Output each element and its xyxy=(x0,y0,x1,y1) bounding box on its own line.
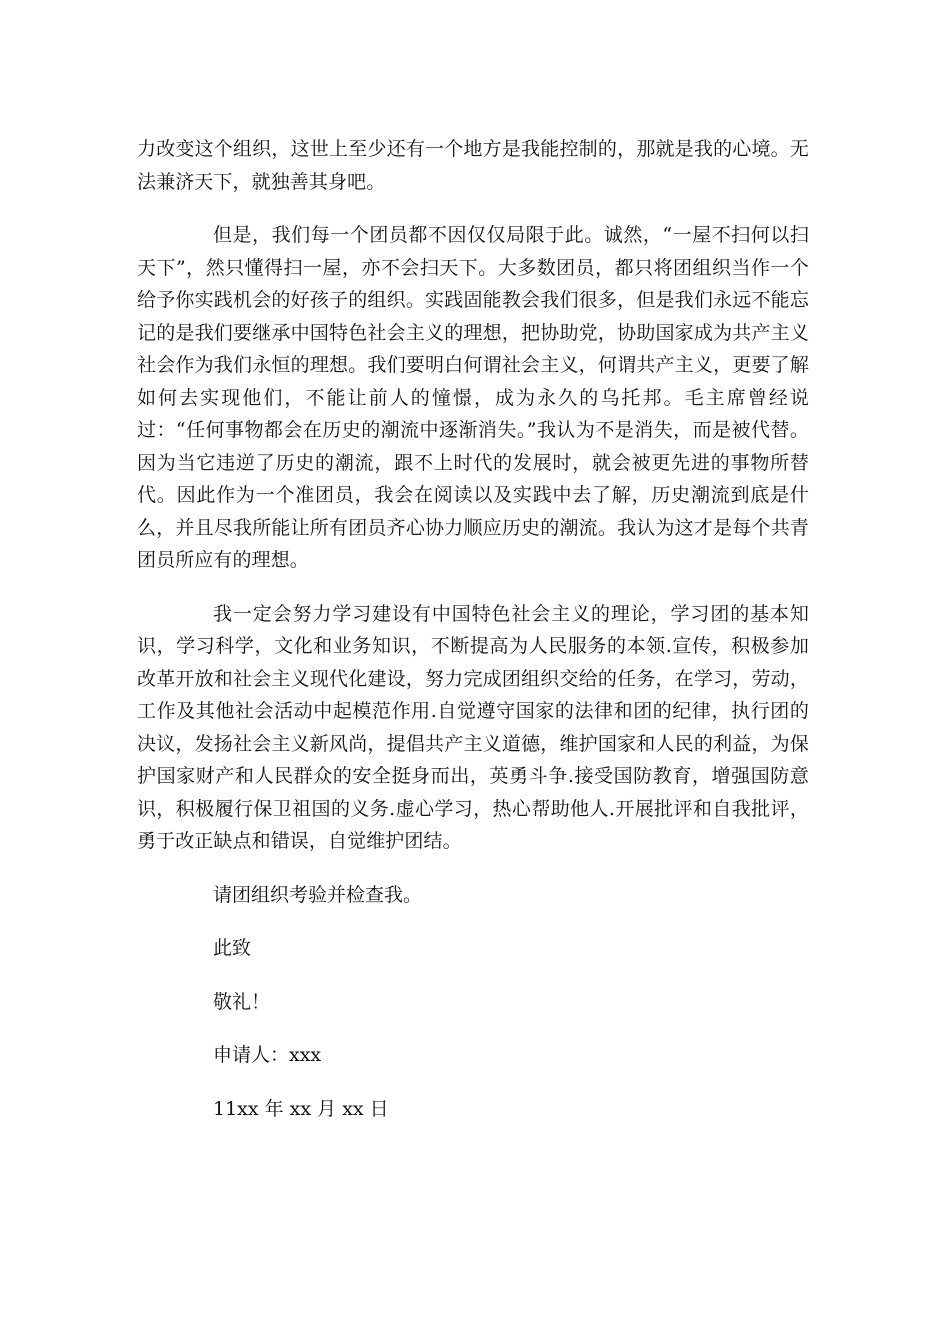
paragraph-commitment: 我一定会努力学习建设有中国特色社会主义的理论，学习团的基本知识，学习科学，文化和业务知识，不断提高为人民服务的本领.宣传，积极参加改革开放和社会主义现代化建设，努力完成团组织交给的任务，在学习，劳动，工作及其他社会活动中起模范作用.自觉遵守国家的法律和团的纪律，执行团的决议，发扬社会主义新风尚，提倡共产主义道德，维护国家和人民的利益，为保护国家财产和人民群众的安全挺身而出，英勇斗争.接受国防教育，增强国防意识，积极履行保卫祖国的义务.虚心学习，热心帮助他人.开展批评和自我批评，勇于改正缺点和错误，自觉维护团结。 xyxy=(137,602,809,852)
closing-request: 请团组织考验并检查我。 xyxy=(213,883,423,906)
closing-salutation-jing-li: 敬礼！ xyxy=(213,990,271,1013)
application-date: 11xx 年 xx 月 xx 日 xyxy=(213,1097,389,1120)
letter-body xyxy=(137,133,809,1146)
paragraph-ideals: 但是，我们每一个团员都不因仅仅局限于此。诚然，“一屋不扫何以扫天下”，然只懂得扫一屋，亦不会扫天下。大多数团员，都只将团组织当作一个给予你实践机会的好孩子的组织。实践固能教会我们很多，但是我们永远不能忘记的是我们要继承中国特色社会主义的理想，把协助党，协助国家成为共产主义社会作为我们永恒的理想。我们要明白何谓社会主义，何谓共产主义，更要了解如何去实现他们，不能让前人的憧憬，成为永久的乌托邦。毛主席曾经说过：“任何事物都会在历史的潮流中逐渐消失。”我认为不是消失，而是被代替。因为当它违逆了历史的潮流，跟不上时代的发展时，就会被更先进的事物所替代。因此作为一个准团员，我会在阅读以及实践中去了解，历史潮流到底是什么，并且尽我所能让所有团员齐心协力顺应历史的潮流。我认为这才是每个共青团员所应有的理想。 xyxy=(137,224,809,571)
closing-salutation-ci-zhi: 此致 xyxy=(213,937,252,959)
applicant-signature: 申请人：xxx xyxy=(213,1044,322,1066)
paragraph-continuation: 力改变这个组织，这世上至少还有一个地方是我能控制的，那就是我的心境。无法兼济天下，就独善其身吧。 xyxy=(137,138,809,193)
